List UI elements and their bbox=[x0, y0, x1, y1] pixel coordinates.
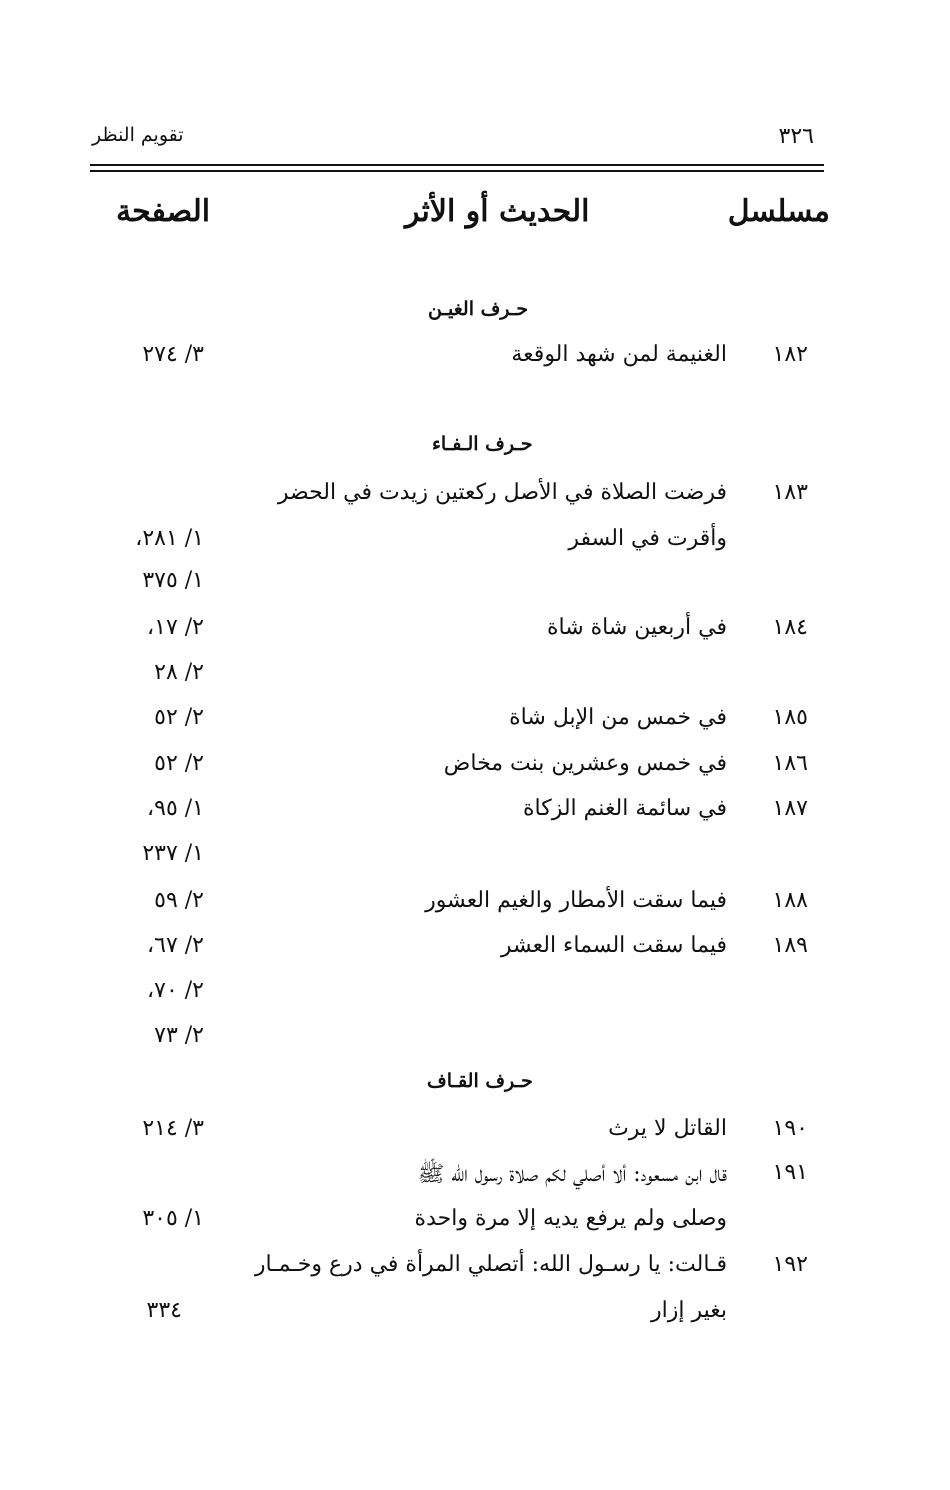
entry-number: ١٨٨ bbox=[772, 888, 808, 913]
entry-page: ١/ ٣٧٥ bbox=[142, 568, 204, 593]
entry-number: ١٨٧ bbox=[772, 796, 808, 821]
header-rule-top bbox=[90, 164, 824, 166]
entry-text: قـالت: يا رسـول الله: أتصلي المرأة في درع وخـمـار bbox=[254, 1252, 727, 1277]
entry-page: ٢/ ٧٣ bbox=[154, 1023, 204, 1048]
entry-text-continued: وأقرت في السفر bbox=[568, 526, 727, 551]
entry-number: ١٨٦ bbox=[772, 751, 808, 776]
entry-page: ٣/ ٢١٤ bbox=[142, 1116, 204, 1141]
entry-page: ٢/ ٦٧، bbox=[147, 933, 204, 958]
entry-page: ٢/ ٧٠، bbox=[147, 978, 204, 1003]
entry-number: ١٩٠ bbox=[772, 1116, 808, 1141]
entry-text: فرضت الصلاة في الأصل ركعتين زيدت في الحضر bbox=[277, 480, 727, 505]
entry-page: ٢/ ٢٨ bbox=[154, 660, 204, 685]
entry-page: ١/ ٩٥، bbox=[147, 796, 204, 821]
entry-text: في سائمة الغنم الزكاة bbox=[523, 796, 727, 821]
section-title-fa: حـرف الـفـاء bbox=[432, 433, 533, 455]
entry-text: قال ابن مسعود: ألا أصلي لكم صلاة رسول الله ﷺ bbox=[417, 1162, 727, 1187]
entry-text: القاتل لا يرث bbox=[608, 1116, 727, 1141]
section-title-qaf: حـرف القـاف bbox=[427, 1070, 533, 1092]
entry-page: ١/ ٣٠٥ bbox=[142, 1206, 204, 1231]
entry-page: ٢/ ٥٢ bbox=[154, 705, 204, 730]
column-heading-serial: مسلسل bbox=[727, 194, 830, 229]
entry-number: ١٨٩ bbox=[772, 933, 808, 958]
running-title: تقويم النظر bbox=[92, 124, 184, 146]
entry-page: ١/ ٢٣٧ bbox=[142, 841, 204, 866]
entry-page: ٢/ ١٧، bbox=[147, 615, 204, 640]
entry-text-continued: وصلى ولم يرفع يديه إلا مرة واحدة bbox=[414, 1206, 727, 1231]
section-title-ghain: حـرف الغيـن bbox=[428, 298, 529, 320]
column-heading-hadith: الحديث أو الأثر bbox=[405, 194, 590, 229]
entry-text: في خمس وعشرين بنت مخاض bbox=[443, 751, 727, 776]
entry-number: ١٩١ bbox=[772, 1160, 808, 1185]
entry-page: ٣/ ٢٧٤ bbox=[142, 342, 204, 367]
entry-number: ١٨٢ bbox=[772, 342, 808, 367]
entry-number: ١٨٤ bbox=[772, 615, 808, 640]
entry-text-continued: بغير إزار bbox=[651, 1298, 727, 1323]
header-rule-bottom bbox=[90, 170, 824, 172]
entry-number: ١٨٣ bbox=[772, 480, 808, 505]
entry-page: ٢/ ٥٢ bbox=[154, 751, 204, 776]
entry-text: الغنيمة لمن شهد الوقعة bbox=[511, 342, 727, 367]
entry-number: ١٨٥ bbox=[772, 705, 808, 730]
page-number: ٣٢٦ bbox=[778, 124, 814, 149]
entry-text: في أربعين شاة شاة bbox=[546, 615, 727, 640]
entry-text: فيما سقت الأمطار والغيم العشور bbox=[425, 888, 727, 913]
entry-page: ٣٣٤ bbox=[146, 1298, 182, 1323]
entry-page: ٢/ ٥٩ bbox=[154, 888, 204, 913]
column-heading-page: الصفحة bbox=[116, 194, 211, 229]
entry-page: ١/ ٢٨١، bbox=[135, 526, 204, 551]
entry-text: فيما سقت السماء العشر bbox=[500, 933, 727, 958]
entry-text: في خمس من الإبل شاة bbox=[509, 705, 727, 730]
entry-number: ١٩٢ bbox=[772, 1252, 808, 1277]
